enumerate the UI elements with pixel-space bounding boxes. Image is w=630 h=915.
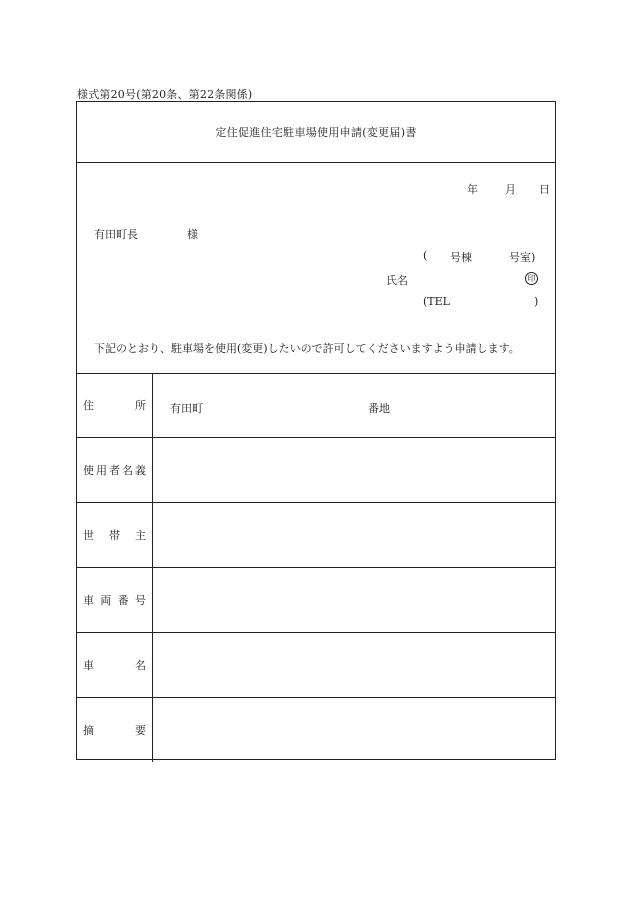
application-statement: 下記のとおり、駐車場を使用(変更)したいので許可してくださいますよう申請します。 [94, 342, 520, 355]
label-char: 車 [83, 594, 94, 607]
label-char: 者 [109, 464, 120, 477]
household-head-label [77, 503, 153, 567]
address-suffix: 番地 [368, 402, 390, 415]
label-char: 両 [100, 594, 112, 607]
seal-mark [525, 271, 538, 285]
label-char: 義 [135, 464, 146, 477]
seal-icon: 印 [525, 272, 538, 285]
label-char: 名 [135, 659, 146, 672]
user-name-field[interactable] [153, 438, 555, 502]
label-char: 号 [134, 594, 146, 607]
room-number-label: 号室) [509, 251, 536, 264]
label-char: 世 [83, 529, 94, 542]
tel-label: (TEL [423, 295, 450, 308]
vehicle-number-label [77, 568, 153, 632]
address-field[interactable] [153, 373, 555, 437]
applicant-section [77, 162, 555, 374]
table-row-vehicle-number [77, 568, 555, 633]
application-form [76, 101, 556, 760]
table-row-remarks [77, 698, 555, 762]
label-char: 用 [96, 464, 107, 477]
building-number-label: 号棟 [450, 251, 472, 264]
label-char: 主 [135, 529, 146, 542]
table-row-user-name [77, 438, 555, 503]
remarks-label [77, 698, 153, 762]
date-year-label: 年 [467, 183, 478, 196]
tel-close-paren: ) [534, 295, 539, 308]
label-char: 帯 [109, 529, 120, 542]
applicant-name-label: 氏名 [386, 274, 408, 287]
address-prefix: 有田町 [170, 402, 203, 415]
table-row-address [77, 373, 555, 438]
label-char: 番 [117, 594, 129, 607]
label-char: 名 [122, 464, 133, 477]
form-reference: 様式第20号(第20条、第22条関係) [77, 88, 253, 101]
addressee-honorific: 様 [187, 228, 198, 241]
label-char: 要 [135, 724, 146, 737]
vehicle-name-label [77, 633, 153, 697]
label-char: 住 [83, 399, 94, 412]
table-row-vehicle-name [77, 633, 555, 698]
date-month-label: 月 [505, 183, 516, 196]
vehicle-name-field[interactable] [153, 633, 555, 697]
addressee-name: 有田町長 [94, 228, 138, 241]
building-open-paren: ( [423, 249, 428, 262]
details-table [77, 373, 555, 762]
remarks-field[interactable] [153, 698, 555, 762]
user-name-label [77, 438, 153, 502]
label-char: 使 [83, 464, 94, 477]
form-title: 定住促進住宅駐車場使用申請(変更届)書 [215, 126, 417, 139]
address-label [77, 373, 153, 437]
label-char: 摘 [83, 724, 94, 737]
vehicle-number-field[interactable] [153, 568, 555, 632]
date-day-label: 日 [539, 183, 550, 196]
table-row-household-head [77, 503, 555, 568]
title-row [77, 102, 555, 163]
label-char: 所 [135, 399, 146, 412]
household-head-field[interactable] [153, 503, 555, 567]
label-char: 車 [83, 659, 94, 672]
